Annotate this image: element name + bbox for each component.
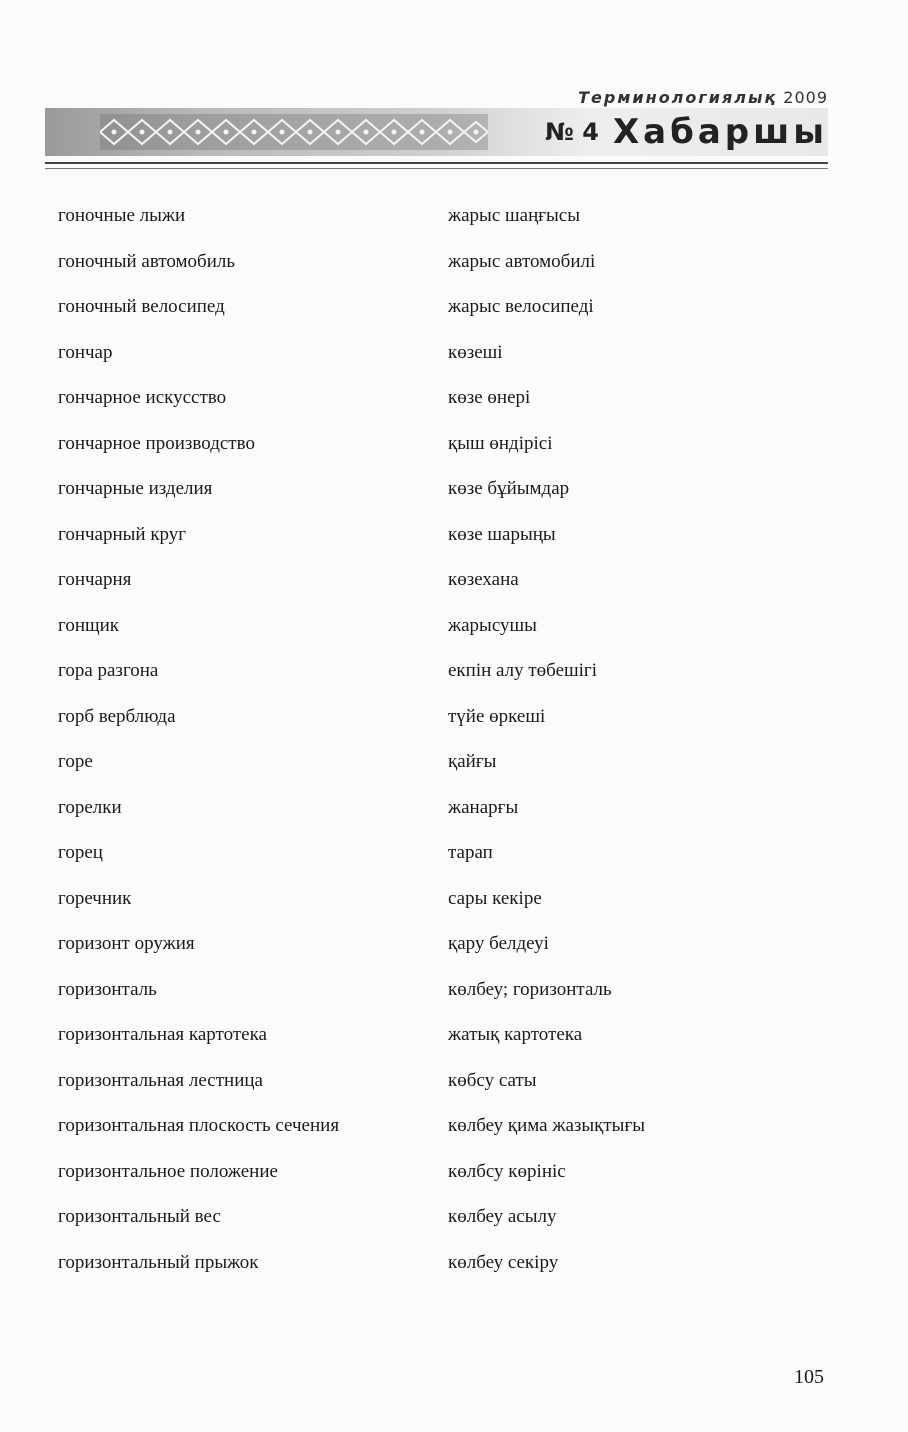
kazakh-term: жарыс автомобилі (448, 251, 596, 272)
russian-term: горизонтальная лестница (58, 1070, 263, 1091)
glossary-entry (0, 522, 908, 548)
kazakh-term: қару белдеуі (448, 933, 549, 954)
russian-term: горелки (58, 797, 122, 818)
header-rule-thin (45, 168, 828, 169)
russian-term: гоночный автомобиль (58, 251, 236, 272)
kazakh-term: жанарғы (448, 797, 519, 818)
kazakh-term: көлбсу көрініс (448, 1161, 566, 1182)
russian-term: гончарные изделия (58, 478, 213, 499)
russian-term: горизонтальная плоскость сечения (58, 1115, 340, 1136)
russian-term: гончарный круг (58, 524, 187, 545)
russian-term: гончар (58, 342, 113, 363)
kazakh-term: көлбеу асылу (448, 1206, 557, 1227)
kazakh-term: жарысушы (448, 615, 537, 636)
glossary-entry (0, 1068, 908, 1094)
kazakh-term: жарыс велосипеді (448, 296, 594, 317)
glossary-entry (0, 249, 908, 275)
russian-term: горизонт оружия (58, 933, 195, 954)
kazakh-term: көзе шарыңы (448, 524, 556, 545)
glossary-entry (0, 658, 908, 684)
kazakh-term: көлбеу; горизонталь (448, 979, 612, 1000)
kazakh-term: жарыс шаңғысы (448, 205, 580, 226)
kazakh-term: сары кекіре (448, 888, 542, 909)
glossary-entry (0, 1159, 908, 1185)
russian-term: гоночный велосипед (58, 296, 225, 317)
kazakh-term: көбсу саты (448, 1070, 537, 1091)
kazakh-term: екпін алу төбешігі (448, 660, 597, 681)
header-rule (45, 162, 828, 164)
kazakh-term: тарап (448, 842, 493, 863)
kazakh-term: көлбеу секіру (448, 1252, 559, 1273)
glossary-entry (0, 795, 908, 821)
russian-term: гонщик (58, 615, 120, 636)
journal-year: 2009 (783, 88, 828, 107)
glossary-entry (0, 567, 908, 593)
page-number: 105 (794, 1366, 824, 1388)
running-header (560, 88, 828, 107)
glossary-entry (0, 385, 908, 411)
glossary-entry (0, 977, 908, 1003)
glossary-entry (0, 1250, 908, 1276)
kazakh-term: көлбеу қима жазықтығы (448, 1115, 646, 1136)
russian-term: гоночные лыжи (58, 205, 186, 226)
russian-term: горизонтальная картотека (58, 1024, 267, 1045)
kazakh-term: көзехана (448, 569, 519, 590)
kazakh-term: қыш өндірісі (448, 433, 553, 454)
russian-term: горизонтальный прыжок (58, 1252, 259, 1273)
issue-number: № 4 (545, 118, 599, 146)
glossary-entry (0, 704, 908, 730)
kazakh-term: қайғы (448, 751, 497, 772)
russian-term: горечник (58, 888, 132, 909)
glossary-entry (0, 931, 908, 957)
russian-term: горизонтальный вес (58, 1206, 221, 1227)
russian-term: гора разгона (58, 660, 159, 681)
glossary-entry (0, 613, 908, 639)
kazakh-term: түйе өркеші (448, 706, 546, 727)
glossary-entry (0, 1113, 908, 1139)
glossary-entry (0, 886, 908, 912)
journal-name: Терминологиялық (578, 88, 778, 107)
kazakh-term: жатық картотека (448, 1024, 583, 1045)
russian-term: горе (58, 751, 93, 772)
russian-term: горизонтальное положение (58, 1161, 278, 1182)
glossary-entry (0, 749, 908, 775)
kazakh-term: көзе өнері (448, 387, 531, 408)
russian-term: горизонталь (58, 979, 157, 1000)
glossary-entry (0, 340, 908, 366)
journal-title (545, 112, 828, 152)
russian-term: горец (58, 842, 103, 863)
glossary-entry (0, 294, 908, 320)
journal-title-text: Хабаршы (612, 112, 828, 152)
glossary-entry (0, 476, 908, 502)
ornament-pattern-icon (100, 114, 488, 150)
glossary-entry (0, 1204, 908, 1230)
russian-term: гончарное производство (58, 433, 255, 454)
russian-term: гончарня (58, 569, 132, 590)
russian-term: горб верблюда (58, 706, 176, 727)
russian-term: гончарное искусство (58, 387, 227, 408)
glossary-entry (0, 431, 908, 457)
glossary-entry (0, 1022, 908, 1048)
glossary-entry (0, 840, 908, 866)
header-banner (45, 108, 828, 156)
kazakh-term: көзеші (448, 342, 503, 363)
kazakh-term: көзе бұйымдар (448, 478, 570, 499)
glossary-entry (0, 203, 908, 229)
